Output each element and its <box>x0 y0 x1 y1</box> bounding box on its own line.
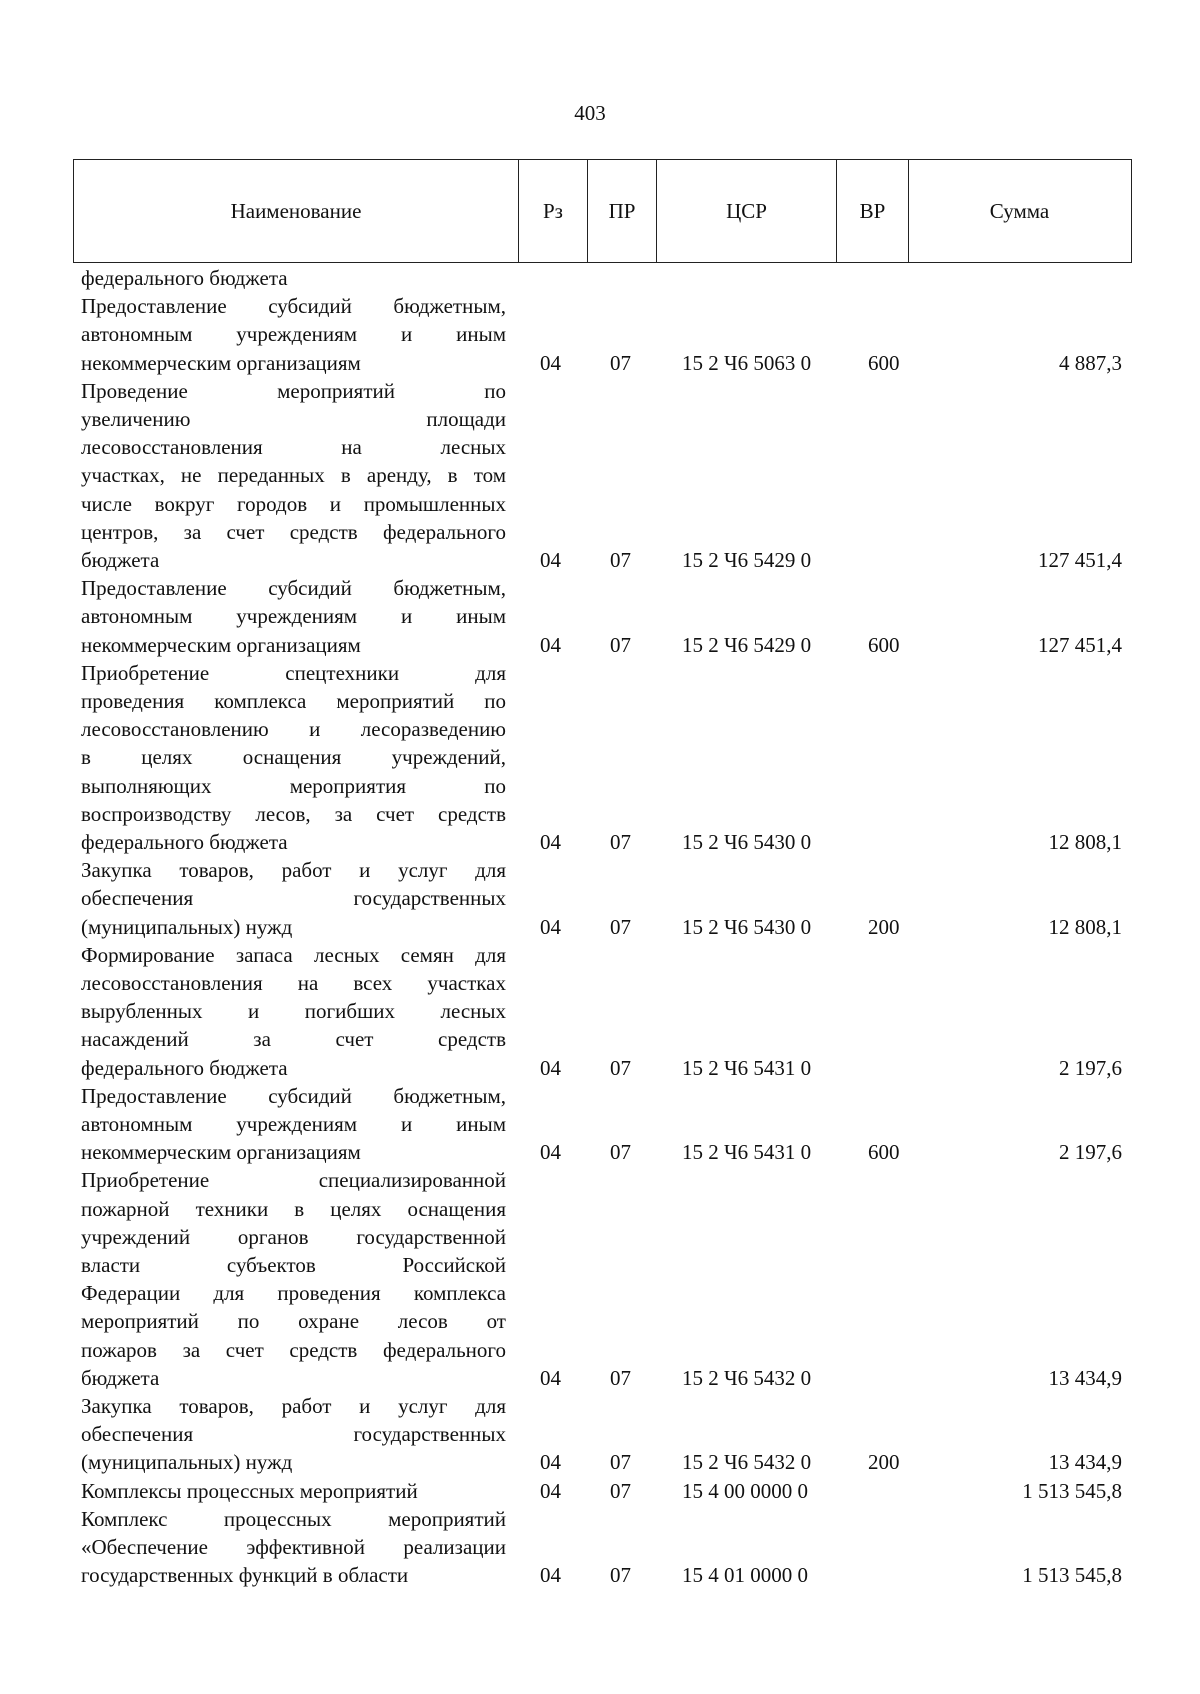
table-row-name-line: некоммерческим организациям <box>81 632 361 657</box>
table-row-name <box>81 264 506 292</box>
table-row-name-line: вырубленных и погибших лесных <box>81 999 506 1024</box>
table-row-csr: 15 2 Ч6 5431 0 <box>682 1140 812 1165</box>
table-row-name-line: мероприятий по охране лесов от <box>81 1309 506 1334</box>
table-row-name-line: Комплекс процессных мероприятий <box>81 1506 506 1531</box>
table-row-name <box>81 574 506 659</box>
table-row-name <box>81 659 506 856</box>
table-row-name-line: обеспечения государственных <box>81 1422 506 1447</box>
table-row-name-line: числе вокруг городов и промышленных <box>81 491 506 516</box>
table-row-pr: 07 <box>610 548 631 572</box>
table-row-csr: 15 2 Ч6 5430 0 <box>682 914 812 939</box>
table-row-name-line: Предоставление субсидий бюджетным, <box>81 1083 506 1108</box>
table-row-rz: 04 <box>540 1478 561 1503</box>
table-row-pr: 07 <box>610 350 631 375</box>
table-row-rz: 04 <box>540 1450 561 1475</box>
table-row-name-line: пожарной техники в целях оснащения <box>81 1196 506 1221</box>
table-row-name-line: Проведение мероприятий по <box>81 378 506 403</box>
table-row-name-line: участках, не переданных в аренду, в том <box>81 463 506 488</box>
table-row-name-line: насаждений за счет средств <box>81 1027 506 1052</box>
table-row-vr: 200 <box>868 1450 900 1475</box>
table-row-rz: 04 <box>540 1365 561 1390</box>
table-row-name-line: Формирование запаса лесных семян для <box>81 942 506 967</box>
table-row-csr: 15 2 Ч6 5429 0 <box>682 548 812 572</box>
table-row-name-line: лесовосстановления на всех участках <box>81 970 506 995</box>
table-row-name-line: центров, за счет средств федерального <box>81 519 506 544</box>
table-row-sum: 12 808,1 <box>1048 830 1122 854</box>
table-row-name <box>81 941 506 1082</box>
table-row-rz: 04 <box>540 830 561 854</box>
table-row-name <box>81 1082 506 1167</box>
table-header <box>73 159 1132 263</box>
table-row-sum: 1 513 545,8 <box>1022 1478 1122 1503</box>
table-row-name-line: пожаров за счет средств федерального <box>81 1337 506 1362</box>
table-row-name-line: проведения комплекса мероприятий по <box>81 688 506 713</box>
table-row-vr: 200 <box>868 914 900 939</box>
table-row-name <box>81 856 506 941</box>
table-row-rz: 04 <box>540 1055 561 1080</box>
header-csr: ЦСР <box>656 160 836 262</box>
table-row-name-line: обеспечения государственных <box>81 886 506 911</box>
table-row-name-line: автономным учреждениям и иным <box>81 604 506 629</box>
table-row-csr: 15 2 Ч6 5431 0 <box>682 1055 812 1080</box>
table-row-name-line: государственных функций в области <box>81 1563 409 1588</box>
table-row-pr: 07 <box>610 632 631 657</box>
table-row-sum: 12 808,1 <box>1048 914 1122 939</box>
table-row-rz: 04 <box>540 914 561 939</box>
table-row-name-line: лесовосстановления на лесных <box>81 435 506 460</box>
table-row-sum: 127 451,4 <box>1038 548 1122 572</box>
page-number: 403 <box>574 101 606 125</box>
header-vr: ВР <box>836 160 908 262</box>
header-name: Наименование <box>230 198 362 223</box>
table-row-pr: 07 <box>610 1478 631 1503</box>
table-row-name-line: федерального бюджета <box>81 1055 288 1080</box>
table-row-csr: 15 4 00 0000 0 <box>682 1478 808 1503</box>
header-pr: ПР <box>587 160 656 262</box>
table-row-csr: 15 2 Ч6 5430 0 <box>682 830 812 854</box>
table-row-sum: 4 887,3 <box>1059 350 1122 375</box>
table-row-name-line: Предоставление субсидий бюджетным, <box>81 576 506 601</box>
table-row-name-line: бюджета <box>81 547 160 572</box>
table-row-name-line: «Обеспечение эффективной реализации <box>81 1534 506 1559</box>
table-row-pr: 07 <box>610 1055 631 1080</box>
table-row-name-line: учреждений органов государственной <box>81 1224 506 1249</box>
table-row-name-line: Закупка товаров, работ и услуг для <box>81 858 506 883</box>
table-row-name-line: (муниципальных) нужд <box>81 1450 293 1475</box>
table-row-sum: 2 197,6 <box>1059 1140 1122 1165</box>
table-row-name-line: Приобретение специализированной <box>81 1168 506 1193</box>
table-row-name-line: автономным учреждениям и иным <box>81 1111 506 1136</box>
table-row-sum: 13 434,9 <box>1048 1450 1122 1475</box>
table-row-name-line: автономным учреждениям и иным <box>81 322 506 347</box>
table-row-pr: 07 <box>610 830 631 854</box>
table-row-name-line: некоммерческим организациям <box>81 350 361 375</box>
table-row-csr: 15 4 01 0000 0 <box>682 1563 808 1588</box>
table-row-name-line: некоммерческим организациям <box>81 1140 361 1165</box>
table-row-name-line: в целях оснащения учреждений, <box>81 745 506 770</box>
table-row-rz: 04 <box>540 350 561 375</box>
table-row-name-line: Комплексы процессных мероприятий <box>81 1478 418 1503</box>
table-row-name-line: лесовосстановлению и лесоразведению <box>81 717 506 742</box>
table-row-csr: 15 2 Ч6 5432 0 <box>682 1450 812 1475</box>
table-row-name <box>81 377 506 574</box>
table-row-sum: 127 451,4 <box>1038 632 1122 657</box>
table-row-name-line: Предоставление субсидий бюджетным, <box>81 294 506 319</box>
table-row-csr: 15 2 Ч6 5429 0 <box>682 632 812 657</box>
table-row-rz: 04 <box>540 1140 561 1165</box>
table-row-name <box>81 1477 506 1505</box>
table-row-name-line: воспроизводству лесов, за счет средств <box>81 801 506 826</box>
table-row-sum: 1 513 545,8 <box>1022 1563 1122 1588</box>
table-row-rz: 04 <box>540 548 561 572</box>
table-row-rz: 04 <box>540 1563 561 1588</box>
table-row-name-line: (муниципальных) нужд <box>81 914 293 939</box>
table-row-pr: 07 <box>610 1140 631 1165</box>
table-row-name-line: федерального бюджета <box>81 829 288 854</box>
table-row-pr: 07 <box>610 1450 631 1475</box>
table-row-sum: 13 434,9 <box>1048 1365 1122 1390</box>
table-row-name-line: увеличению площади <box>81 406 506 431</box>
table-row-name <box>81 1392 506 1477</box>
table-row-name-line: выполняющих мероприятия по <box>81 773 506 798</box>
table-row-sum: 2 197,6 <box>1059 1055 1122 1080</box>
table-row-name-line: федерального бюджета <box>81 266 288 290</box>
table-row-name-line: Закупка товаров, работ и услуг для <box>81 1394 506 1418</box>
table-row-pr: 07 <box>610 914 631 939</box>
header-rz: Рз <box>518 160 587 262</box>
table-row-pr: 07 <box>610 1563 631 1588</box>
table-row-pr: 07 <box>610 1365 631 1390</box>
table-row-name-line: Приобретение спецтехники для <box>81 660 506 685</box>
table-row-vr: 600 <box>868 350 900 375</box>
table-row-csr: 15 2 Ч6 5063 0 <box>682 350 812 375</box>
table-row-vr: 600 <box>868 632 900 657</box>
header-sum: Сумма <box>908 160 1130 262</box>
table-row-name <box>81 1505 506 1590</box>
table-row-rz: 04 <box>540 632 561 657</box>
table-row-name-line: бюджета <box>81 1365 160 1390</box>
table-row-csr: 15 2 Ч6 5432 0 <box>682 1365 812 1390</box>
table-row-name <box>81 292 506 377</box>
table-row-name <box>81 1166 506 1392</box>
table-row-name-line: власти субъектов Российской <box>81 1252 506 1277</box>
table-row-name-line: Федерации для проведения комплекса <box>81 1281 506 1306</box>
table-row-vr: 600 <box>868 1140 900 1165</box>
